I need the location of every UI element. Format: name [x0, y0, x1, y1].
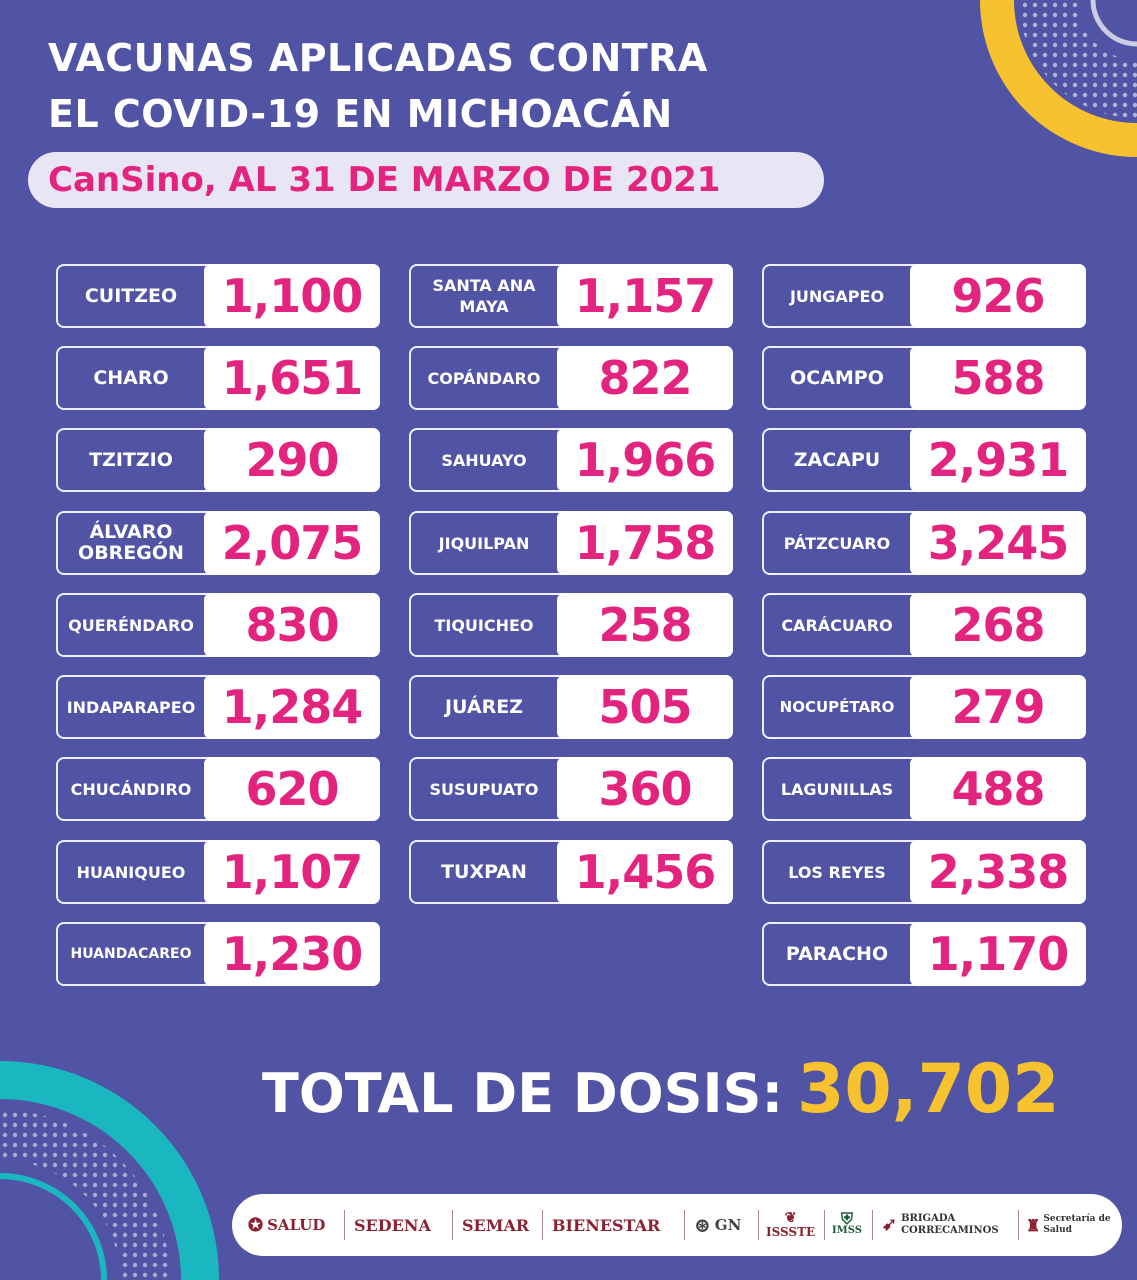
logo-sedena: [354, 1194, 431, 1256]
total-value: 30,702: [797, 1050, 1060, 1129]
municipality-card: [56, 757, 380, 821]
municipality-value: 620: [204, 757, 380, 821]
municipality-value: 1,651: [204, 346, 380, 410]
municipality-value: 1,157: [557, 264, 733, 328]
municipality-name: SANTA ANA MAYA: [432, 276, 536, 316]
municipality-name: TIQUICHEO: [434, 615, 534, 635]
municipality-value: 1,284: [204, 675, 380, 739]
municipality-value: 268: [910, 593, 1086, 657]
logo-salud-text: SALUD: [267, 1216, 326, 1234]
municipality-value: 279: [910, 675, 1086, 739]
total-doses: [262, 1050, 1060, 1130]
bottom-left-arc-decoration: [0, 1040, 230, 1280]
issste-emblem-icon: ❦: [784, 1210, 797, 1226]
michoacan-shield-icon: ♜: [1026, 1215, 1041, 1235]
subtitle: CanSino, AL 31 DE MARZO DE 2021: [48, 160, 721, 200]
municipality-value: 926: [910, 264, 1086, 328]
municipality-name: CHUCÁNDIRO: [70, 779, 192, 799]
title-line-2: EL COVID-19 EN MICHOACÁN: [48, 92, 673, 136]
municipality-card: [56, 428, 380, 492]
municipality-name: JUNGAPEO: [789, 286, 885, 306]
logo-salud: [248, 1194, 325, 1256]
logo-divider: [1018, 1210, 1019, 1240]
municipality-card: [762, 428, 1086, 492]
logo-bienestar: [552, 1194, 660, 1256]
logo-semar: [462, 1194, 529, 1256]
municipality-value: 1,230: [204, 922, 380, 986]
municipality-value: 360: [557, 757, 733, 821]
municipality-name: SAHUAYO: [441, 450, 527, 470]
municipality-name: TUXPAN: [441, 860, 527, 883]
logo-brigada-text: BRIGADA CORRECAMINOS: [901, 1213, 999, 1236]
municipality-name: QUERÉNDARO: [68, 615, 194, 635]
municipality-card: [409, 840, 733, 904]
logo-divider: [758, 1210, 759, 1240]
logo-bienestar-text: BIENESTAR: [552, 1215, 661, 1235]
title-line-1: VACUNAS APLICADAS CONTRA: [48, 36, 708, 80]
municipality-card: [409, 264, 733, 328]
municipality-card: [762, 346, 1086, 410]
municipality-value: 2,075: [204, 511, 380, 575]
municipality-value: 1,456: [557, 840, 733, 904]
municipality-value: 1,170: [910, 922, 1086, 986]
municipality-name: INDAPARAPEO: [66, 697, 196, 717]
municipality-card: [762, 264, 1086, 328]
municipality-name: CUITZEO: [84, 284, 178, 307]
main-title: [48, 30, 708, 142]
municipality-card: [762, 675, 1086, 739]
logo-secretaria-salud: [1026, 1194, 1118, 1256]
logo-gn-text: GN: [714, 1216, 742, 1234]
logo-imss-text: IMSS: [832, 1225, 862, 1236]
logo-imss: [832, 1194, 862, 1256]
municipality-value: 505: [557, 675, 733, 739]
logo-divider: [344, 1210, 345, 1240]
municipality-value: 290: [204, 428, 380, 492]
municipality-name: SUSUPUATO: [429, 779, 539, 799]
municipality-card: [56, 922, 380, 986]
logo-sedena-text: SEDENA: [354, 1215, 431, 1235]
municipality-name: OCAMPO: [790, 366, 884, 389]
logo-brigada: [882, 1194, 1010, 1256]
municipality-name: NOCUPÉTARO: [779, 697, 895, 716]
municipality-card: [762, 840, 1086, 904]
municipality-value: 2,338: [910, 840, 1086, 904]
municipality-card: [409, 593, 733, 657]
municipality-card: [56, 511, 380, 575]
municipality-value: 1,107: [204, 840, 380, 904]
municipality-card: [762, 593, 1086, 657]
municipality-card: [56, 675, 380, 739]
municipality-name: CARÁCUARO: [781, 615, 893, 635]
top-right-arc-decoration: [900, 0, 1137, 190]
roadrunner-icon: ➹: [882, 1214, 898, 1235]
municipality-value: 822: [557, 346, 733, 410]
municipality-value: 588: [910, 346, 1086, 410]
logo-divider: [452, 1210, 453, 1240]
municipality-card: [409, 675, 733, 739]
municipality-value: 2,931: [910, 428, 1086, 492]
logo-divider: [684, 1210, 685, 1240]
municipality-value: 1,758: [557, 511, 733, 575]
municipality-name: ÁLVARO OBREGÓN: [78, 521, 184, 564]
logo-divider: [824, 1210, 825, 1240]
logo-gn: [694, 1194, 741, 1256]
municipality-name: JIQUILPAN: [438, 533, 530, 553]
municipality-name: PARACHO: [785, 942, 889, 965]
municipality-card: [56, 840, 380, 904]
municipality-name: COPÁNDARO: [427, 368, 541, 388]
municipality-card: [56, 346, 380, 410]
municipality-card: [762, 511, 1086, 575]
municipality-card: [409, 757, 733, 821]
municipality-name: ZACAPU: [793, 448, 881, 471]
municipality-card: [409, 346, 733, 410]
municipality-value: 830: [204, 593, 380, 657]
institution-logos-bar: [232, 1194, 1122, 1256]
municipality-name: LOS REYES: [788, 862, 886, 882]
municipality-value: 488: [910, 757, 1086, 821]
logo-secretaria-text: Secretaría de Salud: [1043, 1214, 1111, 1235]
municipality-card: [409, 511, 733, 575]
municipality-value: 1,100: [204, 264, 380, 328]
municipality-card: [762, 922, 1086, 986]
municipality-name: LAGUNILLAS: [780, 779, 894, 799]
municipality-card: [56, 264, 380, 328]
municipality-name: JUÁREZ: [444, 695, 523, 718]
municipality-name: CHARO: [93, 366, 169, 389]
total-label: TOTAL DE DOSIS:: [262, 1062, 784, 1125]
municipality-name: HUANIQUEO: [76, 862, 186, 882]
municipality-name: HUANDACAREO: [70, 945, 192, 962]
eagle-seal-icon: ✪: [248, 1214, 264, 1236]
municipality-value: 3,245: [910, 511, 1086, 575]
municipality-name: TZITZIO: [89, 448, 173, 471]
municipality-value: 258: [557, 593, 733, 657]
logo-issste: [766, 1194, 815, 1256]
municipality-card: [409, 428, 733, 492]
municipality-value: 1,966: [557, 428, 733, 492]
imss-emblem-icon: ⛨: [840, 1209, 853, 1228]
municipality-card: [762, 757, 1086, 821]
municipality-name: PÁTZCUARO: [783, 533, 891, 553]
logo-semar-text: SEMAR: [462, 1215, 530, 1235]
logo-issste-text: ISSSTE: [766, 1225, 816, 1239]
gn-shield-icon: ⊛: [694, 1213, 711, 1237]
logo-divider: [872, 1210, 873, 1240]
logo-divider: [542, 1210, 543, 1240]
municipality-card: [56, 593, 380, 657]
